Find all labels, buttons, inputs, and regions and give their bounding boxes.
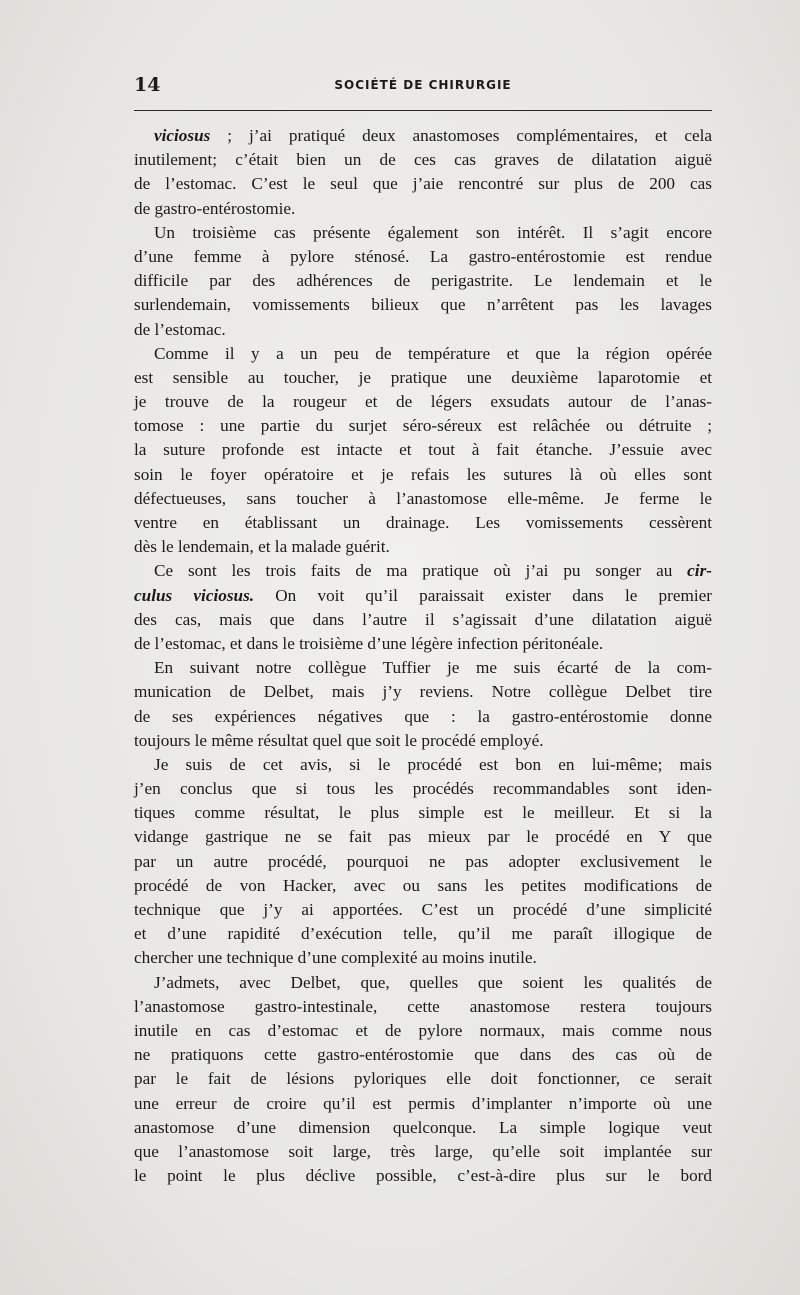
text-line (134, 632, 712, 656)
text-line (134, 850, 712, 874)
text-line (134, 1140, 712, 1164)
text-line (134, 946, 712, 970)
text-line (134, 414, 712, 438)
text-segment: Un troisième cas présente également son intérêt. Il s’agit encore (154, 222, 712, 242)
text-segment: et d’une rapidité d’exécution telle, qu’il me paraît illogique de (134, 924, 712, 944)
text-segment: Ce sont les trois faits de ma pratique où j’ai pu songer au (154, 561, 688, 581)
text-segment: munication de Delbet, mais j’y reviens. Notre collègue Delbet tire (134, 682, 712, 702)
page-header (134, 74, 712, 96)
text-line (134, 390, 712, 414)
text-segment: des cas, mais que dans l’autre il s’agissait d’une dilatation aiguë (134, 609, 712, 629)
text-segment: la suture profonde est intacte et tout à fait étanche. J’essuie avec (134, 440, 712, 460)
text-line (134, 922, 712, 946)
text-line (134, 366, 712, 390)
text-segment: ; j’ai pratiqué deux anastomoses complémentaires, et cela (210, 126, 712, 145)
text-line (134, 656, 712, 680)
text-line (134, 559, 712, 583)
text-segment: inutile en cas d’estomac et de pylore normaux, mais comme nous (134, 1020, 712, 1040)
text-segment: que l’anastomose soit large, très large, qu’elle soit implantée sur (134, 1141, 712, 1161)
text-segment: tiques comme résultat, le plus simple est le meilleur. Et si la (134, 803, 712, 823)
text-line (134, 197, 712, 221)
text-segment: de l’estomac, et dans le troisième d’une légère infection péritonéale. (134, 633, 604, 653)
text-segment: j’en conclus que si tous les procédés recommandables sont iden- (134, 779, 712, 799)
text-segment: de ses expériences négatives que : la gastro-entérostomie donne (134, 706, 712, 726)
text-segment: difficile par des adhérences de perigastrite. Le lendemain et le (134, 271, 712, 291)
text-line (134, 584, 712, 608)
text-line (134, 1019, 712, 1043)
text-line (134, 124, 712, 148)
text-line (134, 463, 712, 487)
italic-text: viciosus (154, 126, 211, 145)
text-segment: En suivant notre collègue Tuffier je me suis écarté de la com- (154, 658, 712, 678)
text-line (134, 148, 712, 172)
text-line (134, 269, 712, 293)
text-segment: l’anastomose gastro-intestinale, cette anastomose restera toujours (134, 996, 712, 1016)
text-segment: Je suis de cet avis, si le procédé est bon en lui-même; mais (154, 754, 712, 774)
text-line (134, 995, 712, 1019)
text-line (134, 1043, 712, 1067)
text-segment: défectueuses, sans toucher à l’anastomose elle-même. Je ferme le (134, 488, 712, 508)
text-line (134, 535, 712, 559)
text-line (134, 898, 712, 922)
text-segment: inutilement; c’était bien un de ces cas graves de dilatation aiguë (134, 150, 712, 170)
text-line (134, 1116, 712, 1140)
text-segment: toujours le même résultat quel que soit le procédé employé. (134, 730, 544, 750)
text-line (134, 753, 712, 777)
text-line (134, 729, 712, 753)
text-segment: vidange gastrique ne se fait pas mieux par le procédé en Y que (134, 827, 712, 847)
text-segment: anastomose d’une dimension quelconque. La simple logique veut (134, 1117, 712, 1137)
text-segment: tomose : une partie du surjet séro-séreux est relâchée ou détruite ; (134, 416, 712, 436)
text-line (134, 825, 712, 849)
text-line (134, 487, 712, 511)
text-segment: technique que j’y ai apportées. C’est un procédé d’une simplicité (134, 900, 712, 919)
text-segment: Comme il y a un peu de température et que la région opérée (154, 343, 712, 363)
text-line (134, 245, 712, 269)
text-line (134, 680, 712, 704)
text-line (134, 221, 712, 245)
text-segment: une erreur de croire qu’il est permis d’implanter n’importe où une (134, 1093, 712, 1113)
text-line (134, 172, 712, 196)
text-segment: On voit qu’il paraissait exister dans le premier (254, 585, 712, 605)
header-rule (134, 110, 712, 111)
text-segment: est sensible au toucher, je pratique une deuxième laparotomie et (134, 367, 712, 387)
text-segment: je trouve de la rougeur et de légers exsudats autour de l’anas- (134, 392, 712, 412)
running-head: SOCIÉTÉ DE CHIRURGIE (334, 78, 512, 92)
text-line (134, 1092, 712, 1116)
text-segment: de gastro-entérostomie. (134, 198, 296, 218)
text-line (134, 608, 712, 632)
text-segment: chercher une technique d’une complexité au moins inutile. (134, 948, 537, 968)
text-segment: de l’estomac. C’est le seul que j’aie rencontré sur plus de 200 cas (134, 174, 712, 194)
text-segment: soin le foyer opératoire et je refais les sutures là où elles sont (134, 464, 712, 484)
text-segment: d’une femme à pylore sténosé. La gastro-entérostomie est rendue (134, 246, 712, 266)
text-line (134, 874, 712, 898)
text-line (134, 438, 712, 462)
text-segment: surlendemain, vomissements bilieux que n’arrêtent pas les lavages (134, 295, 712, 315)
text-line (134, 705, 712, 729)
text-line (134, 511, 712, 535)
text-segment: ne pratiquons cette gastro-entérostomie que dans des cas où de (134, 1045, 712, 1065)
text-line (134, 1164, 712, 1188)
page-number: 14 (134, 74, 161, 96)
text-segment: par un autre procédé, pourquoi ne pas adopter exclusivement le (134, 851, 712, 871)
body-text (134, 124, 712, 1188)
italic-text: culus viciosus. (134, 585, 255, 605)
text-line (134, 293, 712, 317)
text-line (134, 971, 712, 995)
italic-text: cir- (687, 561, 712, 581)
text-segment: par le fait de lésions pyloriques elle doit fonctionner, ce serait (134, 1069, 712, 1089)
text-line (134, 318, 712, 342)
text-line (134, 777, 712, 801)
text-segment: de l’estomac. (134, 319, 226, 339)
text-segment: dès le lendemain, et la malade guérit. (134, 537, 390, 557)
text-line (134, 342, 712, 366)
text-segment: J’admets, avec Delbet, que, quelles que soient les qualités de (154, 972, 712, 992)
text-line (134, 801, 712, 825)
text-line (134, 1067, 712, 1091)
text-segment: procédé de von Hacker, avec ou sans les petites modifications de (134, 875, 712, 895)
text-segment: le point le plus déclive possible, c’est-à-dire plus sur le bord (134, 1166, 712, 1186)
text-segment: ventre en établissant un drainage. Les vomissements cessèrent (134, 513, 712, 532)
